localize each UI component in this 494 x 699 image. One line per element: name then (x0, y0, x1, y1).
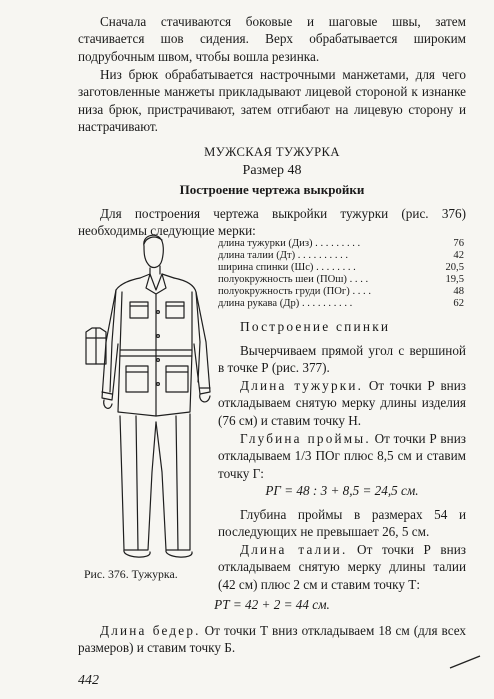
paragraph-jacket-length: Длина тужурки. От точки Р вниз откладываем снятую мерку длины изделия (76 см) и ставим точку Н. (218, 378, 466, 428)
figure-caption: Рис. 376. Тужурка. (84, 567, 178, 581)
term-waist: Длина талии. (240, 542, 348, 557)
paragraph-seams: Сначала стачиваются боковые и шаговые швы, затем стачивается шов сидения. Верх обрабатывается широким подрубочным швом, чтобы вошла резинка. (78, 14, 466, 64)
formula-armhole: РГ = 48 : 3 + 8,5 = 24,5 см. (265, 483, 419, 498)
formula-waist: РТ = 42 + 2 = 44 см. (214, 597, 330, 612)
term-hip: Длина бедер. (100, 623, 201, 638)
measure-row: длина рукава (Др) . . . . . . . . . . 62 (218, 298, 464, 309)
measure-row: длина талии (Дт) . . . . . . . . . . 42 (218, 250, 464, 261)
measure-list (218, 238, 464, 310)
paragraph-angle: Вычерчиваем прямой угол с вершиной в точке Р (рис. 377). (218, 343, 466, 376)
size-heading: Размер 48 (242, 163, 302, 178)
paragraph-waist: Длина талии. От точки Р вниз откладываем снятую мерку длины талии (42 см) плюс 2 см и ставим точку Т: (218, 542, 466, 592)
term-armhole: Глубина проймы. (240, 431, 371, 446)
term-length: Длина тужурки. (240, 378, 364, 393)
jacket-illustration (82, 232, 220, 562)
paragraph-armhole-note: Глубина проймы в размерах 54 и последующих не превышает 26, 5 см. (218, 507, 466, 540)
section-title: МУЖСКАЯ ТУЖУРКА (204, 145, 340, 159)
measure-row: полуокружность груди (ПОг) . . . . 48 (218, 286, 464, 297)
page-number: 442 (78, 673, 99, 688)
paragraph-cuffs: Низ брюк обрабатывается настрочными манжетами, для чего заготовленные манжеты прикладывают лицевой стороной к изнанке низа брюк, пристрачивают, затем отгибают на лицевую сторону и настрачивают. (78, 67, 466, 135)
intro-paragraph: Для построения чертежа выкройки тужурки (рис. 376) необходимы следующие мерки: (78, 206, 466, 239)
measure-row: ширина спинки (Шс) . . . . . . . . 20,5 (218, 262, 464, 273)
paragraph-armhole: Глубина проймы. От точки Р вниз откладываем 1/3 ПОг плюс 8,5 см и ставим точку Г: (218, 431, 466, 481)
paragraph-hip: Длина бедер. От точки Т вниз откладываем 18 см (для всех размеров) и ставим точку Б. (78, 623, 466, 656)
measure-row: длина тужурки (Диз) . . . . . . . . . 76 (218, 238, 464, 249)
pen-mark (446, 652, 486, 672)
back-heading: Построение спинки (240, 319, 391, 334)
measure-row: полуокружность шеи (ПОш) . . . . 19,5 (218, 274, 464, 285)
subtitle: Построение чертежа выкройки (179, 182, 365, 197)
